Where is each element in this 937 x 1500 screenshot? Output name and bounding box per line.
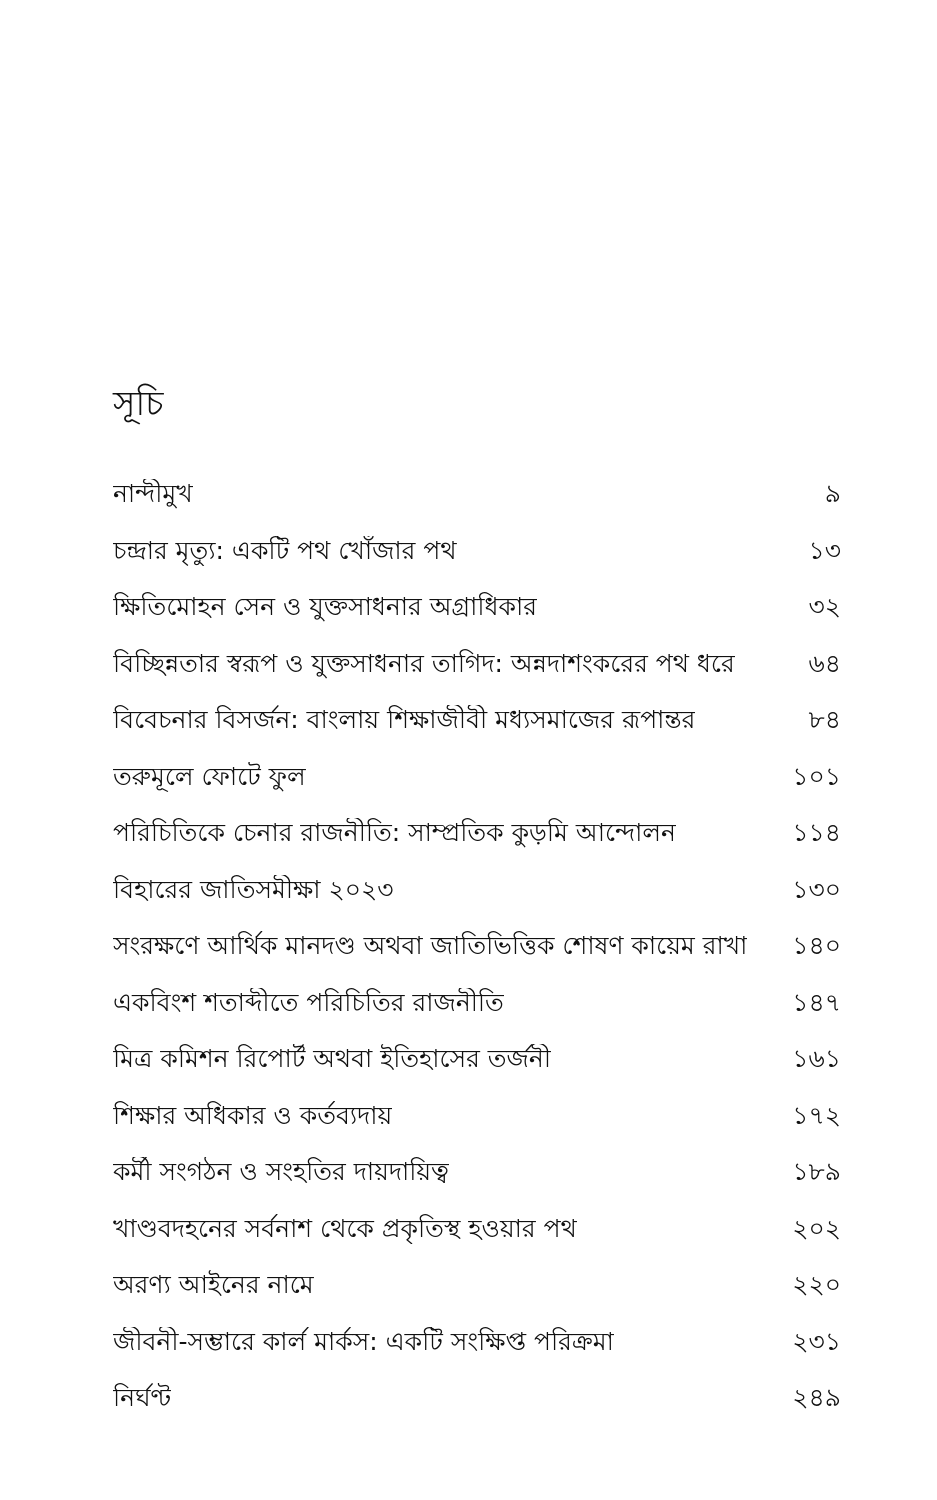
toc-entry-title: তরুমূলে ফোটে ফুল	[113, 761, 306, 791]
toc-entry-title: ক্ষিতিমোহন সেন ও যুক্তসাধনার অগ্রাধিকার	[113, 592, 537, 622]
toc-entry	[113, 805, 841, 862]
toc-entry-page: ১৪৭	[792, 987, 841, 1017]
toc-entry	[113, 975, 841, 1032]
toc-entry	[113, 749, 841, 806]
toc-entry-title: মিত্র কমিশন রিপোর্ট অথবা ইতিহাসের তর্জনী	[113, 1044, 551, 1074]
toc-entry	[113, 1031, 841, 1088]
toc-entry-page: ১৩০	[792, 874, 841, 904]
toc-entry	[113, 918, 841, 975]
toc-entry-title: কর্মী সংগঠন ও সংহতির দায়দায়িত্ব	[113, 1157, 449, 1187]
toc-entry-page: ৮৪	[808, 705, 841, 735]
toc-entry	[113, 1088, 841, 1145]
toc-entry-title: বিচ্ছিন্নতার স্বরূপ ও যুক্তসাধনার তাগিদ: অন্নদাশংকরের পথ ধরে	[113, 648, 735, 678]
toc-entry	[113, 466, 841, 523]
toc-entry	[113, 1370, 841, 1427]
toc-entry-page: ২৩১	[792, 1326, 841, 1356]
toc-entry-page: ১৩	[808, 535, 841, 565]
toc-entry	[113, 1144, 841, 1201]
toc-entry-page: ১৮৯	[792, 1157, 841, 1187]
toc-entry	[113, 1314, 841, 1371]
toc-entry-title: পরিচিতিকে চেনার রাজনীতি: সাম্প্রতিক কুড়মি আন্দোলন	[113, 818, 676, 848]
toc-entry-title: চন্দ্রার মৃত্যু: একটি পথ খোঁজার পথ	[113, 535, 457, 565]
toc-entry	[113, 1257, 841, 1314]
toc-entry-page: ৬৪	[808, 648, 841, 678]
toc-list	[113, 466, 841, 1427]
toc-entry	[113, 523, 841, 580]
toc-entry-title: জীবনী-সম্ভারে কার্ল মার্কস: একটি সংক্ষিপ্ত পরিক্রমা	[113, 1326, 614, 1356]
toc-entry	[113, 692, 841, 749]
toc-entry-title: সংরক্ষণে আর্থিক মানদণ্ড অথবা জাতিভিত্তিক শোষণ কায়েম রাখা	[113, 931, 748, 961]
toc-entry-page: ৩২	[808, 592, 841, 622]
toc-entry-page: ১৪০	[792, 931, 841, 961]
toc-entry-title: শিক্ষার অধিকার ও কর্তব্যদায়	[113, 1100, 393, 1130]
toc-heading: সূচি	[113, 384, 164, 424]
toc-entry	[113, 579, 841, 636]
toc-entry-title: অরণ্য আইনের নামে	[113, 1270, 314, 1300]
toc-entry-title: নির্ঘণ্ট	[113, 1383, 172, 1413]
toc-entry-page: ২০২	[792, 1213, 841, 1243]
toc-entry-title: নান্দীমুখ	[113, 479, 193, 509]
toc-entry-page: ৯	[824, 479, 841, 509]
toc-entry-title: খাণ্ডবদহনের সর্বনাশ থেকে প্রকৃতিস্থ হওয়ার পথ	[113, 1213, 577, 1243]
toc-entry	[113, 1201, 841, 1258]
toc-entry-page: ২২০	[792, 1270, 841, 1300]
toc-entry-title: বিহারের জাতিসমীক্ষা ২০২৩	[113, 874, 394, 904]
toc-entry-page: ১৬১	[792, 1044, 841, 1074]
toc-entry	[113, 636, 841, 693]
toc-entry-title: বিবেচনার বিসর্জন: বাংলায় শিক্ষাজীবী মধ্যসমাজের রূপান্তর	[113, 705, 696, 735]
toc-entry-title: একবিংশ শতাব্দীতে পরিচিতির রাজনীতি	[113, 987, 504, 1017]
toc-entry-page: ১৭২	[792, 1100, 841, 1130]
toc-entry-page: ২৪৯	[792, 1383, 841, 1413]
toc-entry-page: ১১৪	[792, 818, 841, 848]
toc-entry-page: ১০১	[792, 761, 841, 791]
toc-entry	[113, 862, 841, 919]
